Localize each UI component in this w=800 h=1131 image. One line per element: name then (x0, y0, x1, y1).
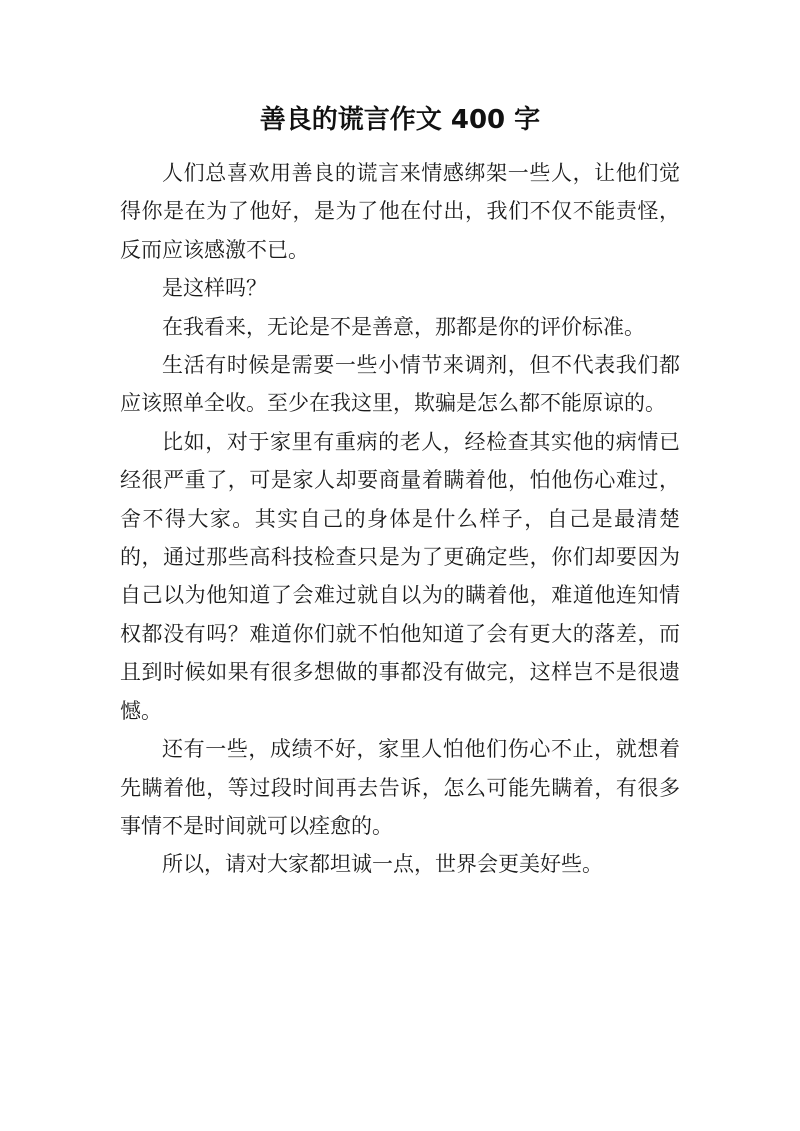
paragraph: 比如，对于家里有重病的老人，经检查其实他的病情已经很严重了，可是家人却要商量着瞒着他，怕他伤心难过，舍不得大家。其实自己的身体是什么样子，自己是最清楚的，通过那些高科技检查只是为了更确定些，你们却要因为自己以为他知道了会难过就自以为的瞒着他，难道他连知情权都没有吗？难道你们就不怕他知道了会有更大的落差，而且到时候如果有很多想做的事都没有做完，这样岂不是很遗憾。 (120, 429, 680, 723)
paragraph: 是这样吗？ (162, 276, 267, 301)
essay-body (120, 154, 680, 884)
paragraph: 还有一些，成绩不好，家里人怕他们伤心不止，就想着先瞒着他，等过段时间再去告诉，怎么可能先瞒着，有很多事情不是时间就可以痊愈的。 (120, 737, 680, 838)
paragraph: 人们总喜欢用善良的谎言来情感绑架一些人，让他们觉得你是在为了他好，是为了他在付出，我们不仅不能责怪，反而应该感激不已。 (120, 161, 680, 262)
paragraph: 生活有时候是需要一些小情节来调剂，但不代表我们都应该照单全收。至少在我这里，欺骗是怎么都不能原谅的。 (120, 353, 680, 416)
paragraph: 在我看来，无论是不是善意，那都是你的评价标准。 (162, 314, 645, 339)
paragraph: 所以，请对大家都坦诚一点，世界会更美好些。 (162, 852, 603, 877)
page-title: 善良的谎言作文 400 字 (259, 105, 541, 135)
